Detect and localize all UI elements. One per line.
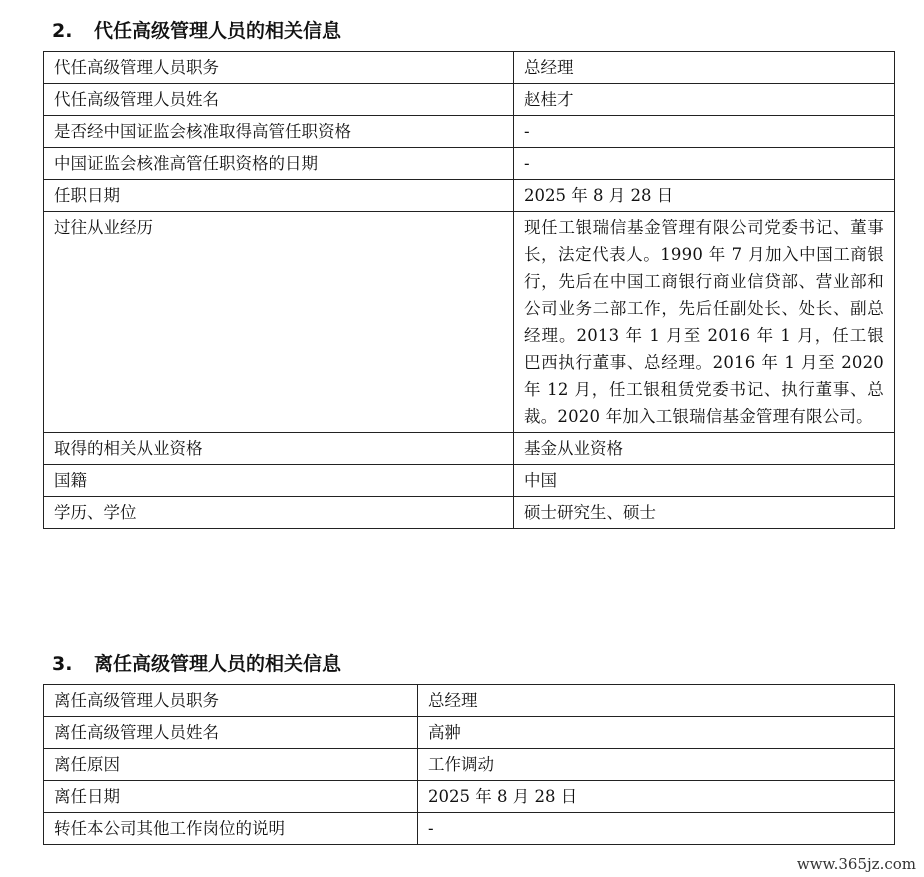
row-label: 代任高级管理人员职务 [44,52,514,84]
row-label: 学历、学位 [44,497,514,529]
table-row [44,497,895,529]
row-value: 2025 年 8 月 28 日 [514,180,895,212]
watermark-text: www.365jz.com [796,855,916,873]
row-label: 离任原因 [44,749,418,781]
row-label: 中国证监会核准高管任职资格的日期 [44,148,514,180]
table-row [44,781,895,813]
table-row [44,84,895,116]
table-row [44,717,895,749]
row-label: 离任高级管理人员职务 [44,685,418,717]
table-row [44,749,895,781]
table-row [44,52,895,84]
table-row [44,685,895,717]
row-label: 是否经中国证监会核准取得高管任职资格 [44,116,514,148]
row-label: 任职日期 [44,180,514,212]
row-value: 工作调动 [418,749,895,781]
row-value: 基金从业资格 [514,433,895,465]
table-row [44,180,895,212]
row-value: 硕士研究生、硕士 [514,497,895,529]
section-3-heading [52,649,341,676]
table-row [44,212,895,433]
table-row [44,148,895,180]
row-value: 2025 年 8 月 28 日 [418,781,895,813]
departing-executive-table [43,684,895,845]
section-3-title: 离任高级管理人员的相关信息 [94,653,342,675]
row-value: - [514,116,895,148]
row-label: 代任高级管理人员姓名 [44,84,514,116]
row-label: 国籍 [44,465,514,497]
row-value: 高翀 [418,717,895,749]
row-label: 离任高级管理人员姓名 [44,717,418,749]
row-label: 转任本公司其他工作岗位的说明 [44,813,418,845]
row-label: 离任日期 [44,781,418,813]
table-row [44,433,895,465]
row-value: - [418,813,895,845]
row-label: 取得的相关从业资格 [44,433,514,465]
section-3-number: 3. [52,653,73,675]
row-value: 总经理 [418,685,895,717]
work-history-text: 现任工银瑞信基金管理有限公司党委书记、董事长，法定代表人。1990 年 7 月加入中国工商银行，先后在中国工商银行商业信贷部、营业部和公司业务二部工作，先后任副处长、处长、副总经理。2013 年 1 月至 2016 年 1 月，任工银巴西执行董事、总经理。2016 年 1 月至 2020 年 12 月，任工银租赁党委书记、执行董事、总裁。2020 年加入工银瑞信基金管理有限公司。 [514,212,895,433]
acting-executive-table [43,51,895,529]
section-2-heading [52,16,341,43]
row-value: - [514,148,895,180]
table-row [44,813,895,845]
table-row [44,465,895,497]
row-value: 中国 [514,465,895,497]
table-row [44,116,895,148]
row-value: 赵桂才 [514,84,895,116]
section-2-title: 代任高级管理人员的相关信息 [94,20,342,42]
row-value: 总经理 [514,52,895,84]
section-2-number: 2. [52,20,73,42]
row-label: 过往从业经历 [44,212,514,433]
